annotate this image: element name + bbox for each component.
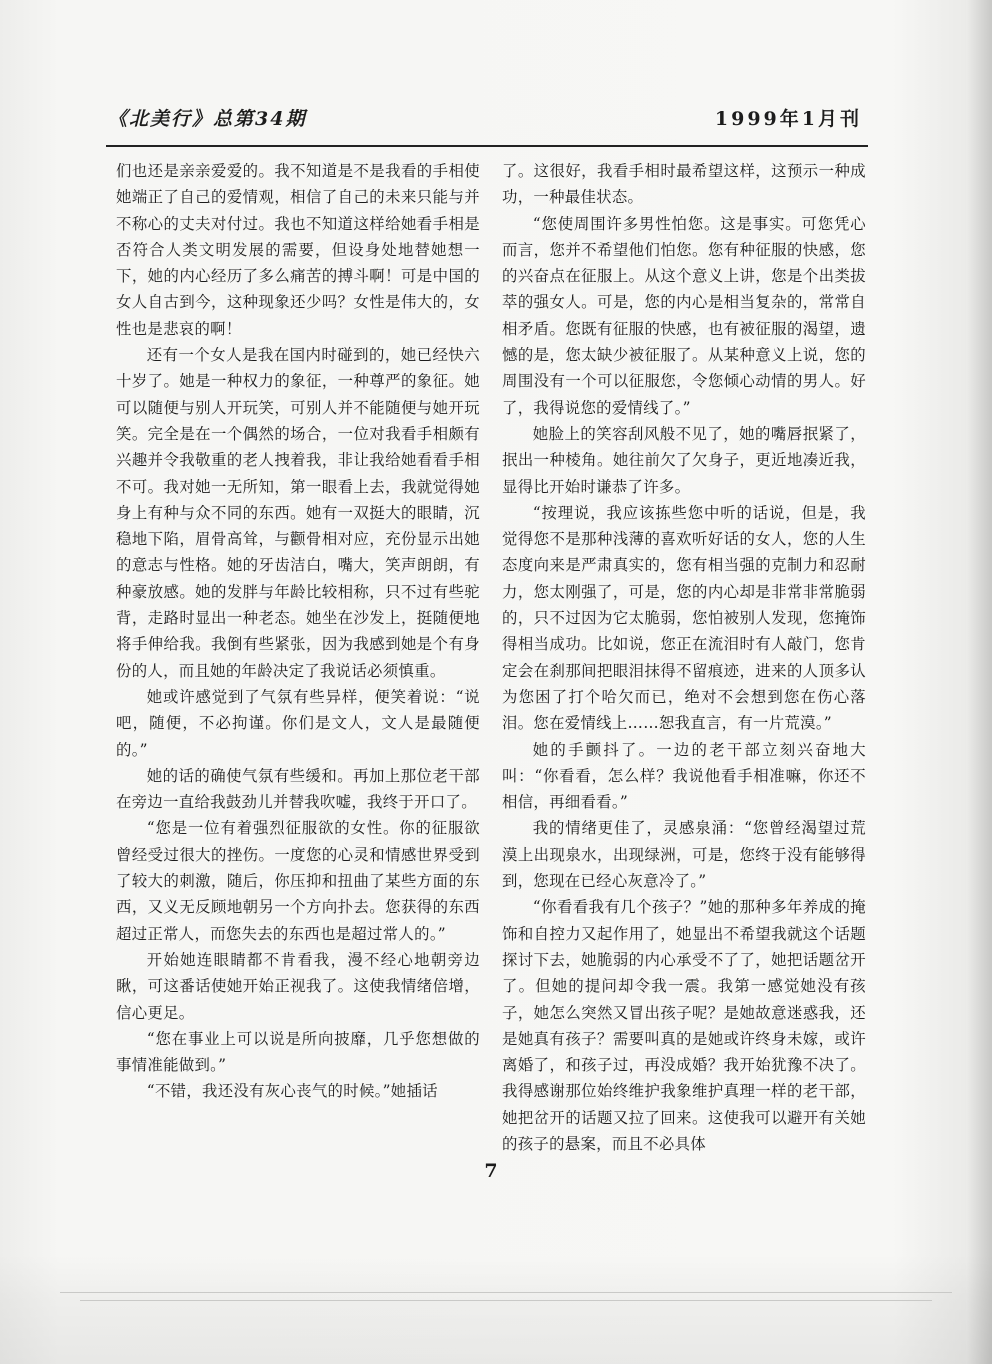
- header-rule: [106, 145, 868, 147]
- paragraph: “按理说，我应该拣些您中听的话说，但是，我觉得您不是那种浅薄的喜欢听好话的女人，您的人生态度向来是严肃真实的，您有相当强的克制力和忍耐力，您太刚强了，可是，您的内心却是非常非常脆弱的，只不过因为它太脆弱，您怕被别人发现，您掩饰得相当成功。比如说，您正在流泪时有人敲门，您肯定会在刹那间把眼泪抹得不留痕迹，进来的人顶多认为您困了打个哈欠而已，绝对不会想到您在伤心落泪。您在爱情线上……恕我直言，有一片荒漠。”: [502, 503, 866, 733]
- paragraph: “您在事业上可以说是所向披靡，几乎您想做的事情准能做到。”: [116, 1029, 480, 1075]
- paragraph: “您是一位有着强烈征服欲的女性。你的征服欲曾经受过很大的挫伤。一度您的心灵和情感世界受到了较大的刺激，随后，你压抑和扭曲了某些方面的东西，又义无反顾地朝另一个方向扑去。您获得的东西超过正常人，而您失去的东西也是超过常人的。”: [116, 819, 480, 943]
- paragraph: 们也还是亲亲爱爱的。我不知道是不是我看的手相使她端正了自己的爱情观，相信了自己的未来只能与并不称心的丈夫对付过。我也不知道这样给她看手相是否符合人类文明发展的需要，但设身处地替她想一下，她的内心经历了多么痛苦的搏斗啊！可是中国的女人自古到今，这种现象还少吗？女性是伟大的，女性也是悲哀的啊！: [116, 162, 480, 338]
- paragraph: 她的话的确使气氛有些缓和。再加上那位老干部在旁边一直给我鼓劲儿并替我吹嘘，我终于开口了。: [116, 766, 480, 812]
- paragraph: 了。这很好，我看手相时最希望这样，这预示一种成功，一种最佳状态。: [502, 162, 866, 207]
- right-text-column: [502, 158, 866, 1157]
- paragraph: “您使周围许多男性怕您。这是事实。可您凭心而言，您并不希望他们怕您。您有种征服的快感，您的兴奋点在征服上。从这个意义上讲，您是个出类拔萃的强女人。可是，您的内心是相当复杂的，常常自相矛盾。您既有征服的快感，也有被征服的渴望，遗憾的是，您太缺少被征服了。从某种意义上说，您的周围没有一个可以征服您，令您倾心动情的男人。好了，我得说您的爱情线了。”: [502, 214, 866, 417]
- scan-edge-line: [80, 1300, 932, 1301]
- journal-title: 《北美行》总第34期: [108, 108, 307, 130]
- paragraph: “你看看我有几个孩子？”她的那种多年养成的掩饰和自控力又起作用了，她显出不希望我就这个话题探讨下去，她脆弱的内心承受不了了，她把话题岔开了。但她的提问却令我一震。我第一感觉她没有孩子，她怎么突然又冒出孩子呢？是她故意迷惑我，还是她真有孩子？需要叫真的是她或许终身未嫁，或许离婚了，和孩子过，再没成婚？我开始犹豫不决了。我得感谢那位始终维护我象维护真理一样的老干部，她把岔开的话题又拉了回来。这使我可以避开有关她的孩子的悬案，而且不必具体: [502, 898, 866, 1153]
- paragraph: 开始她连眼睛都不肯看我，漫不经心地朝旁边瞅，可这番话使她开始正视我了。这使我情绪倍增，信心更足。: [116, 950, 480, 1022]
- page-bottom-shadow: [0, 1254, 992, 1364]
- issue-date: 1999年1月刊: [714, 108, 862, 130]
- paragraph: 她或许感觉到了气氛有些异样，便笑着说：“说吧，随便，不必拘谨。你们是文人，文人是最随便的。”: [116, 687, 480, 759]
- scan-edge-line: [60, 1292, 952, 1293]
- running-header: [108, 104, 862, 136]
- paragraph: 她的手颤抖了。一边的老干部立刻兴奋地大叫：“你看看，怎么样？我说他看手相准嘛，你还不相信，再细看看。”: [502, 740, 866, 812]
- paragraph: “不错，我还没有灰心丧气的时候。”她插话: [146, 1082, 438, 1101]
- left-text-column: [116, 158, 480, 1105]
- page-edge-shadow: [966, 0, 992, 1364]
- paragraph: 还有一个女人是我在国内时碰到的，她已经快六十岁了。她是一种权力的象征，一种尊严的象征。她可以随便与别人开玩笑，可别人并不能随便与她开玩笑。完全是在一个偶然的场合，一位对我看手相颇有兴趣并令我敬重的老人拽着我，非让我给她看看手相不可。我对她一无所知，第一眼看上去，我就觉得她身上有种与众不同的东西。她有一双挺大的眼睛，沉稳地下陷，眉骨高耸，与颧骨相对应，充份显示出她的意志与性格。她的牙齿洁白，嘴大，笑声朗朗，有种豪放感。她的发胖与年龄比较相称，只不过有些驼背，走路时显出一种老态。她坐在沙发上，挺随便地将手伸给我。我倒有些紧张，因为我感到她是个有身份的人，而且她的年龄决定了我说话必须慎重。: [116, 346, 480, 680]
- page-number: 7: [484, 1160, 498, 1182]
- paragraph: 我的情绪更佳了，灵感泉涌：“您曾经渴望过荒漠上出现泉水，出现绿洲，可是，您终于没有能够得到，您现在已经心灰意冷了。”: [502, 819, 866, 891]
- paragraph: 她脸上的笑容刮风般不见了，她的嘴唇抿紧了，抿出一种棱角。她往前欠了欠身子，更近地凑近我，显得比开始时谦恭了许多。: [502, 424, 866, 496]
